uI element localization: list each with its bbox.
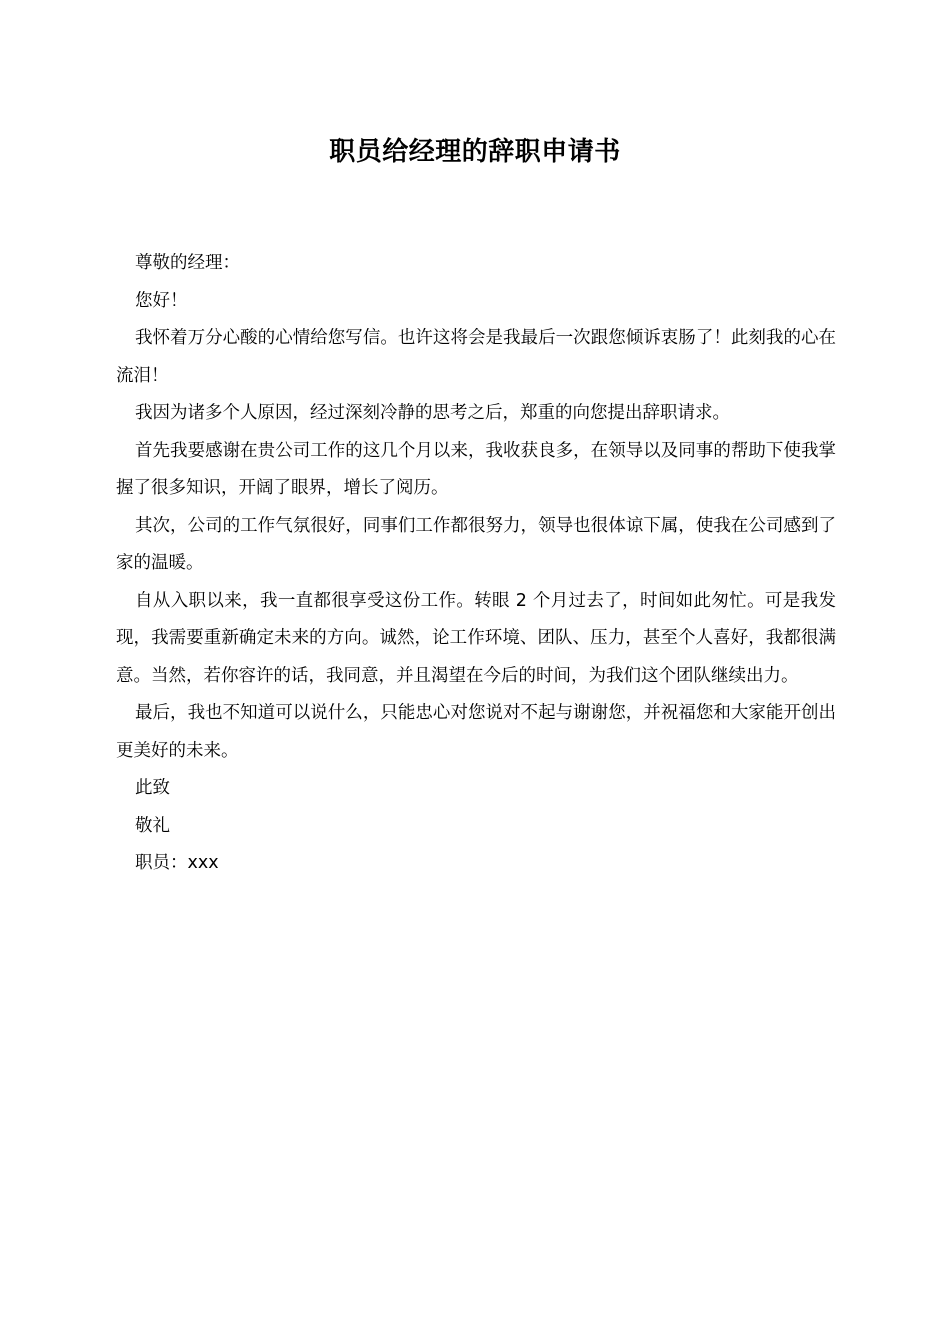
document-title: 职员给经理的辞职申请书: [329, 137, 621, 167]
greeting: 您好！: [135, 290, 188, 311]
paragraph: 我因为诸多个人原因，经过深刻冷静的思考之后，郑重的向您提出辞职请求。: [135, 403, 730, 423]
paragraph: 自从入职以来，我一直都很享受这份工作。转眼 2 个月过去了，时间如此匆忙。可是我发现，我需要重新确定未来的方向。诚然，论工作环境、团队、压力，甚至个人喜好，我都很满意。当然，若你容许的话，我同意，并且渴望在今后的时间，为我们这个团队继续出力。: [116, 590, 836, 686]
salutation: 尊敬的经理：: [135, 253, 240, 273]
letter-body: [116, 245, 836, 883]
signature: 职员：xxx: [135, 853, 219, 873]
paragraph: 首先我要感谢在贵公司工作的这几个月以来，我收获良多，在领导以及同事的帮助下使我掌握了很多知识，开阔了眼界，增长了阅历。: [116, 440, 836, 498]
paragraph: 我怀着万分心酸的心情给您写信。也许这将会是我最后一次跟您倾诉衷肠了！此刻我的心在流泪！: [116, 328, 836, 386]
closing-line: 此致: [135, 778, 170, 798]
paragraph: 其次，公司的工作气氛很好，同事们工作都很努力，领导也很体谅下属，使我在公司感到了家的温暖。: [116, 515, 836, 573]
closing-regards: 敬礼: [135, 815, 170, 836]
paragraph: 最后，我也不知道可以说什么，只能忠心对您说对不起与谢谢您，并祝福您和大家能开创出更美好的未来。: [116, 703, 836, 761]
